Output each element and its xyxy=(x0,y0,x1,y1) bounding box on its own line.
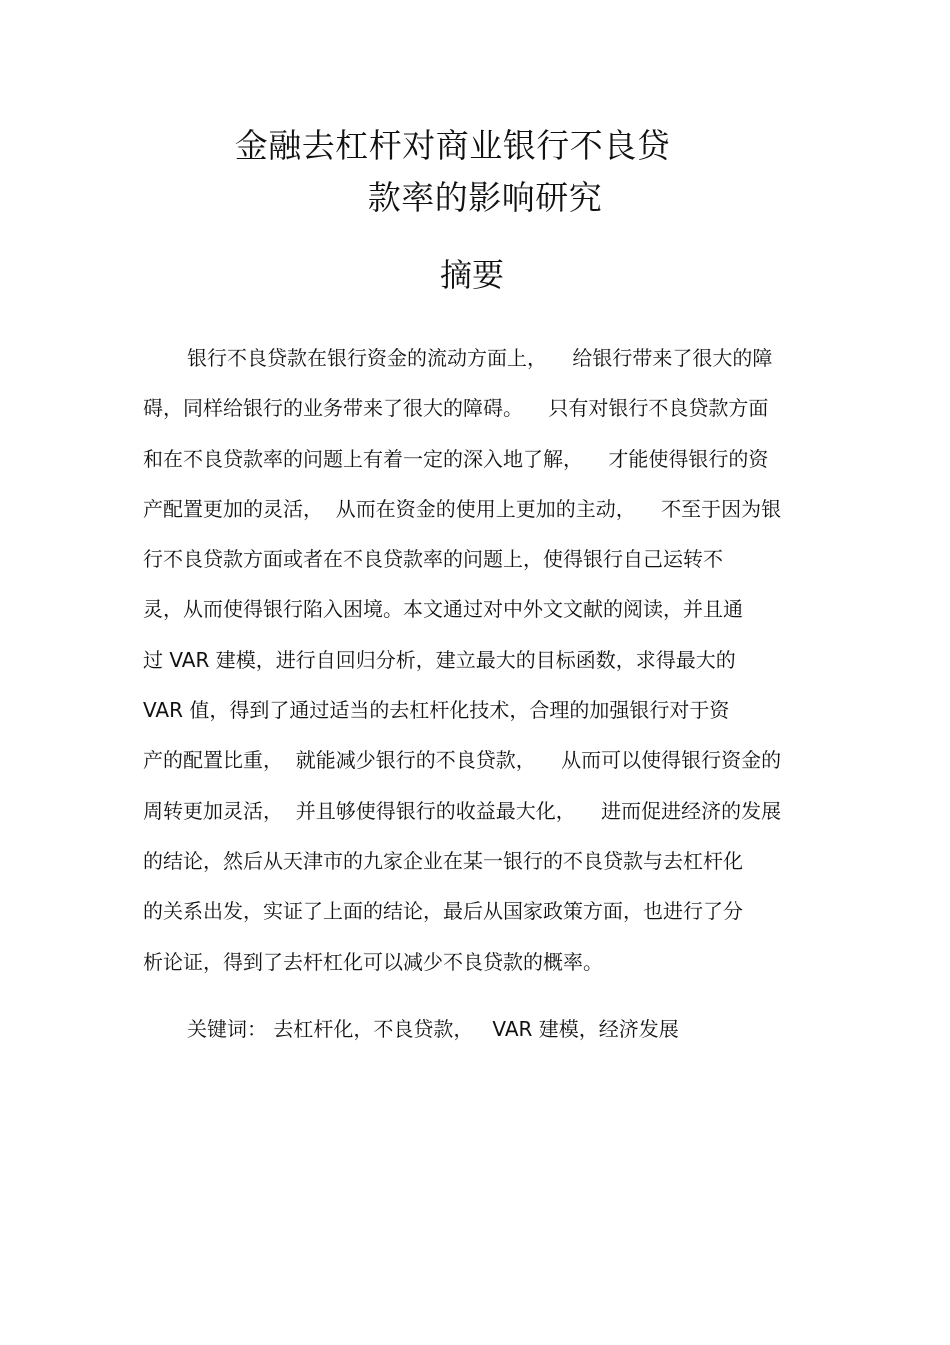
abstract-line: 碍，同样给银行的业务带来了很大的障碍。 只有对银行不良贷款方面 xyxy=(143,396,769,421)
title-line-2: 款率的影响研究 xyxy=(367,178,603,217)
keywords-line xyxy=(187,1004,679,1054)
abstract-line: 产配置更加的灵活， 从而在资金的使用上更加的主动， 不至于因为银 xyxy=(143,496,782,521)
title-line-1: 金融去杠杆对商业银行不良贷 xyxy=(234,126,671,165)
abstract-body xyxy=(143,333,808,987)
abstract-heading: 摘要 xyxy=(439,256,504,294)
abstract-line: 和在不良贷款率的问题上有着一定的深入地了解， 才能使得银行的资 xyxy=(143,446,769,471)
abstract-line: 灵，从而使得银行陷入困境。本文通过对中外文文献的阅读，并且通 xyxy=(143,597,743,622)
abstract-line: 银行不良贷款在银行资金的流动方面上， 给银行带来了很大的障 xyxy=(187,346,773,370)
abstract-line: 的结论，然后从天津市的九家企业在某一银行的不良贷款与去杠杆化 xyxy=(143,848,743,873)
abstract-line: 析论证，得到了去杆杠化可以减少不良贷款的概率。 xyxy=(143,949,603,974)
paper-title xyxy=(0,120,950,224)
keywords-label: 关键词： xyxy=(187,1017,267,1041)
abstract-line: 的关系出发，实证了上面的结论，最后从国家政策方面，也进行了分 xyxy=(143,899,743,924)
abstract-line: 周转更加灵活， 并且够使得银行的收益最大化， 进而促进经济的发展 xyxy=(143,798,782,823)
abstract-line: 过 VAR 建模，进行自回归分析，建立最大的目标函数，求得最大的 xyxy=(143,647,736,672)
abstract-line: VAR 值，得到了通过适当的去杠杆化技术，合理的加强银行对于资 xyxy=(143,698,730,723)
keywords-text: 去杠杆化，不良贷款， VAR 建模，经济发展 xyxy=(267,1017,679,1041)
abstract-line: 行不良贷款方面或者在不良贷款率的问题上，使得银行自己运转不 xyxy=(143,547,723,572)
abstract-line: 产的配置比重， 就能减少银行的不良贷款， 从而可以使得银行资金的 xyxy=(143,748,782,773)
